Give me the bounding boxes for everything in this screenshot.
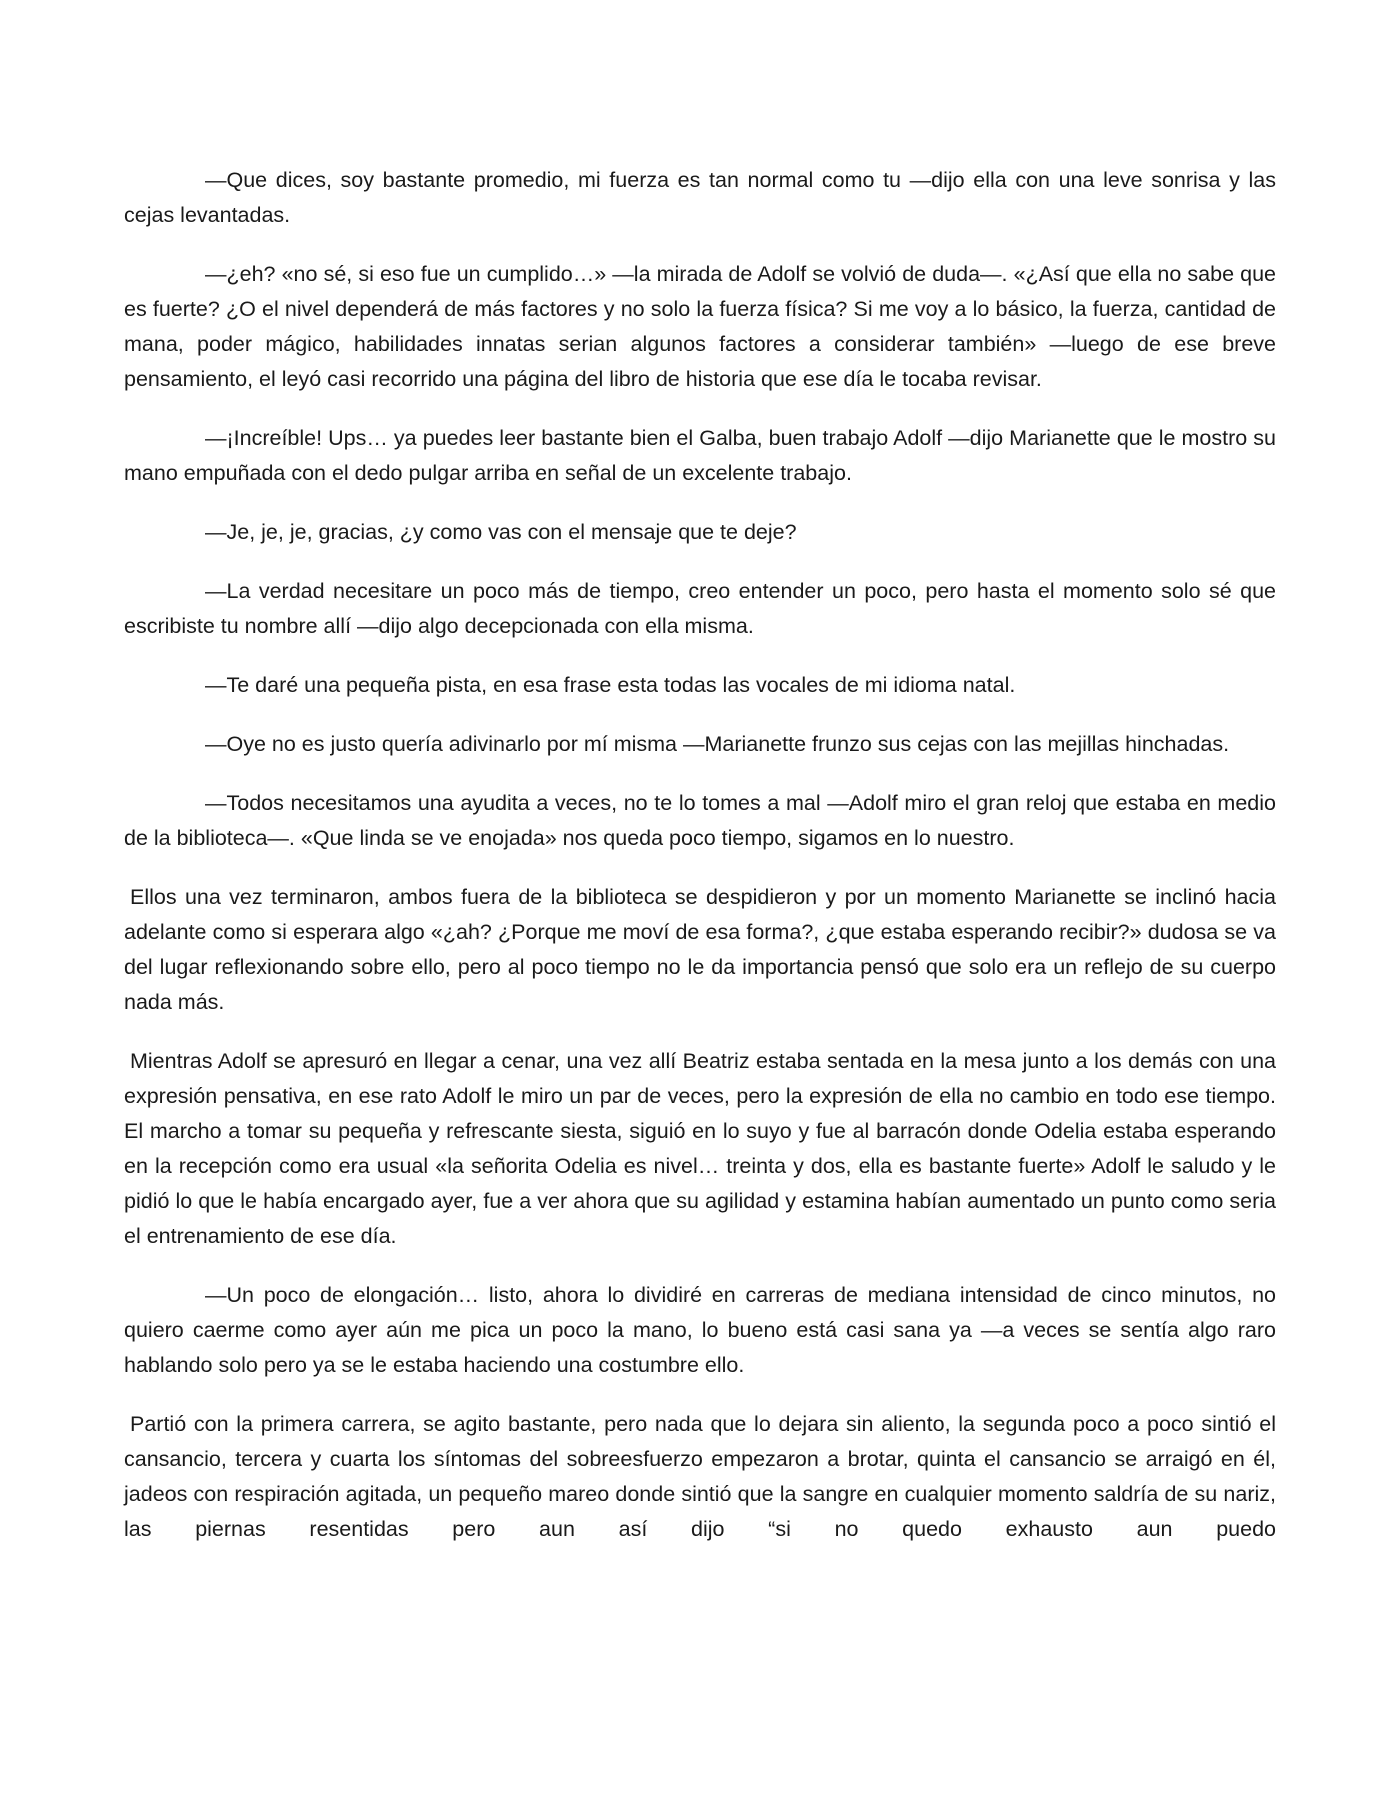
paragraph: —Je, je, je, gracias, ¿y como vas con el mensaje que te deje?	[205, 520, 797, 544]
paragraph: Ellos una vez terminaron, ambos fuera de la biblioteca se despidieron y por un momento Marianette se inclinó hacia adelante como si esperara algo «¿ah? ¿Porque me moví de esa forma?, ¿que estaba esperando recibir?» dudosa se va del lugar reflexionando sobre ello, pero al poco tiempo no le da importancia pensó que solo era un reflejo de su cuerpo nada más.	[124, 885, 1276, 1014]
paragraph: —¿eh? «no sé, si eso fue un cumplido…» —la mirada de Adolf se volvió de duda—. «¿Así que ella no sabe que es fuerte? ¿O el nivel dependerá de más factores y no solo la fuerza física? Si me voy a lo básico, la fuerza, cantidad de mana, poder mágico, habilidades innatas serian algunos factores a considerar también» —luego de ese breve pensamiento, el leyó casi recorrido una página del libro de historia que ese día le tocaba revisar.	[124, 262, 1276, 391]
paragraph: —Oye no es justo quería adivinarlo por mí misma —Marianette frunzo sus cejas con las mejillas hinchadas.	[205, 732, 1230, 756]
paragraph: —Un poco de elongación… listo, ahora lo dividiré en carreras de mediana intensidad de cinco minutos, no quiero caerme como ayer aún me pica un poco la mano, lo bueno está casi sana ya —a veces se sentía algo raro hablando solo pero ya se le estaba haciendo una costumbre ello.	[124, 1283, 1276, 1377]
paragraph: —Que dices, soy bastante promedio, mi fuerza es tan normal como tu —dijo ella con una leve sonrisa y las cejas levantadas.	[124, 168, 1276, 227]
paragraph: Mientras Adolf se apresuró en llegar a cenar, una vez allí Beatriz estaba sentada en la mesa junto a los demás con una expresión pensativa, en ese rato Adolf le miro un par de veces, pero la expresión de ella no cambio en todo ese tiempo. El marcho a tomar su pequeña y refrescante siesta, siguió en lo suyo y fue al barracón donde Odelia estaba esperando en la recepción como era usual «la señorita Odelia es nivel… treinta y dos, ella es bastante fuerte» Adolf le saludo y le pidió lo que le había encargado ayer, fue a ver ahora que su agilidad y estamina habían aumentado un punto como seria el entrenamiento de ese día.	[124, 1049, 1276, 1248]
paragraph: —Todos necesitamos una ayudita a veces, no te lo tomes a mal —Adolf miro el gran reloj que estaba en medio de la biblioteca—. «Que linda se ve enojada» nos queda poco tiempo, sigamos en lo nuestro.	[124, 791, 1276, 850]
paragraph: —¡Increíble! Ups… ya puedes leer bastante bien el Galba, buen trabajo Adolf —dijo Marianette que le mostro su mano empuñada con el dedo pulgar arriba en señal de un excelente trabajo.	[124, 426, 1276, 485]
document-body	[124, 163, 1276, 1571]
paragraph: —La verdad necesitare un poco más de tiempo, creo entender un poco, pero hasta el momento solo sé que escribiste tu nombre allí —dijo algo decepcionada con ella misma.	[124, 579, 1276, 638]
paragraph: Partió con la primera carrera, se agito bastante, pero nada que lo dejara sin aliento, la segunda poco a poco sintió el cansancio, tercera y cuarta los síntomas del sobreesfuerzo empezaron a brotar, quinta el cansancio se arraigó en él, jadeos con respiración agitada, un pequeño mareo donde sintió que la sangre en cualquier momento saldría de su nariz, las piernas resentidas pero aun así dijo “si no quedo exhausto aun puedo	[124, 1412, 1276, 1541]
paragraph: —Te daré una pequeña pista, en esa frase esta todas las vocales de mi idioma natal.	[205, 673, 1016, 697]
